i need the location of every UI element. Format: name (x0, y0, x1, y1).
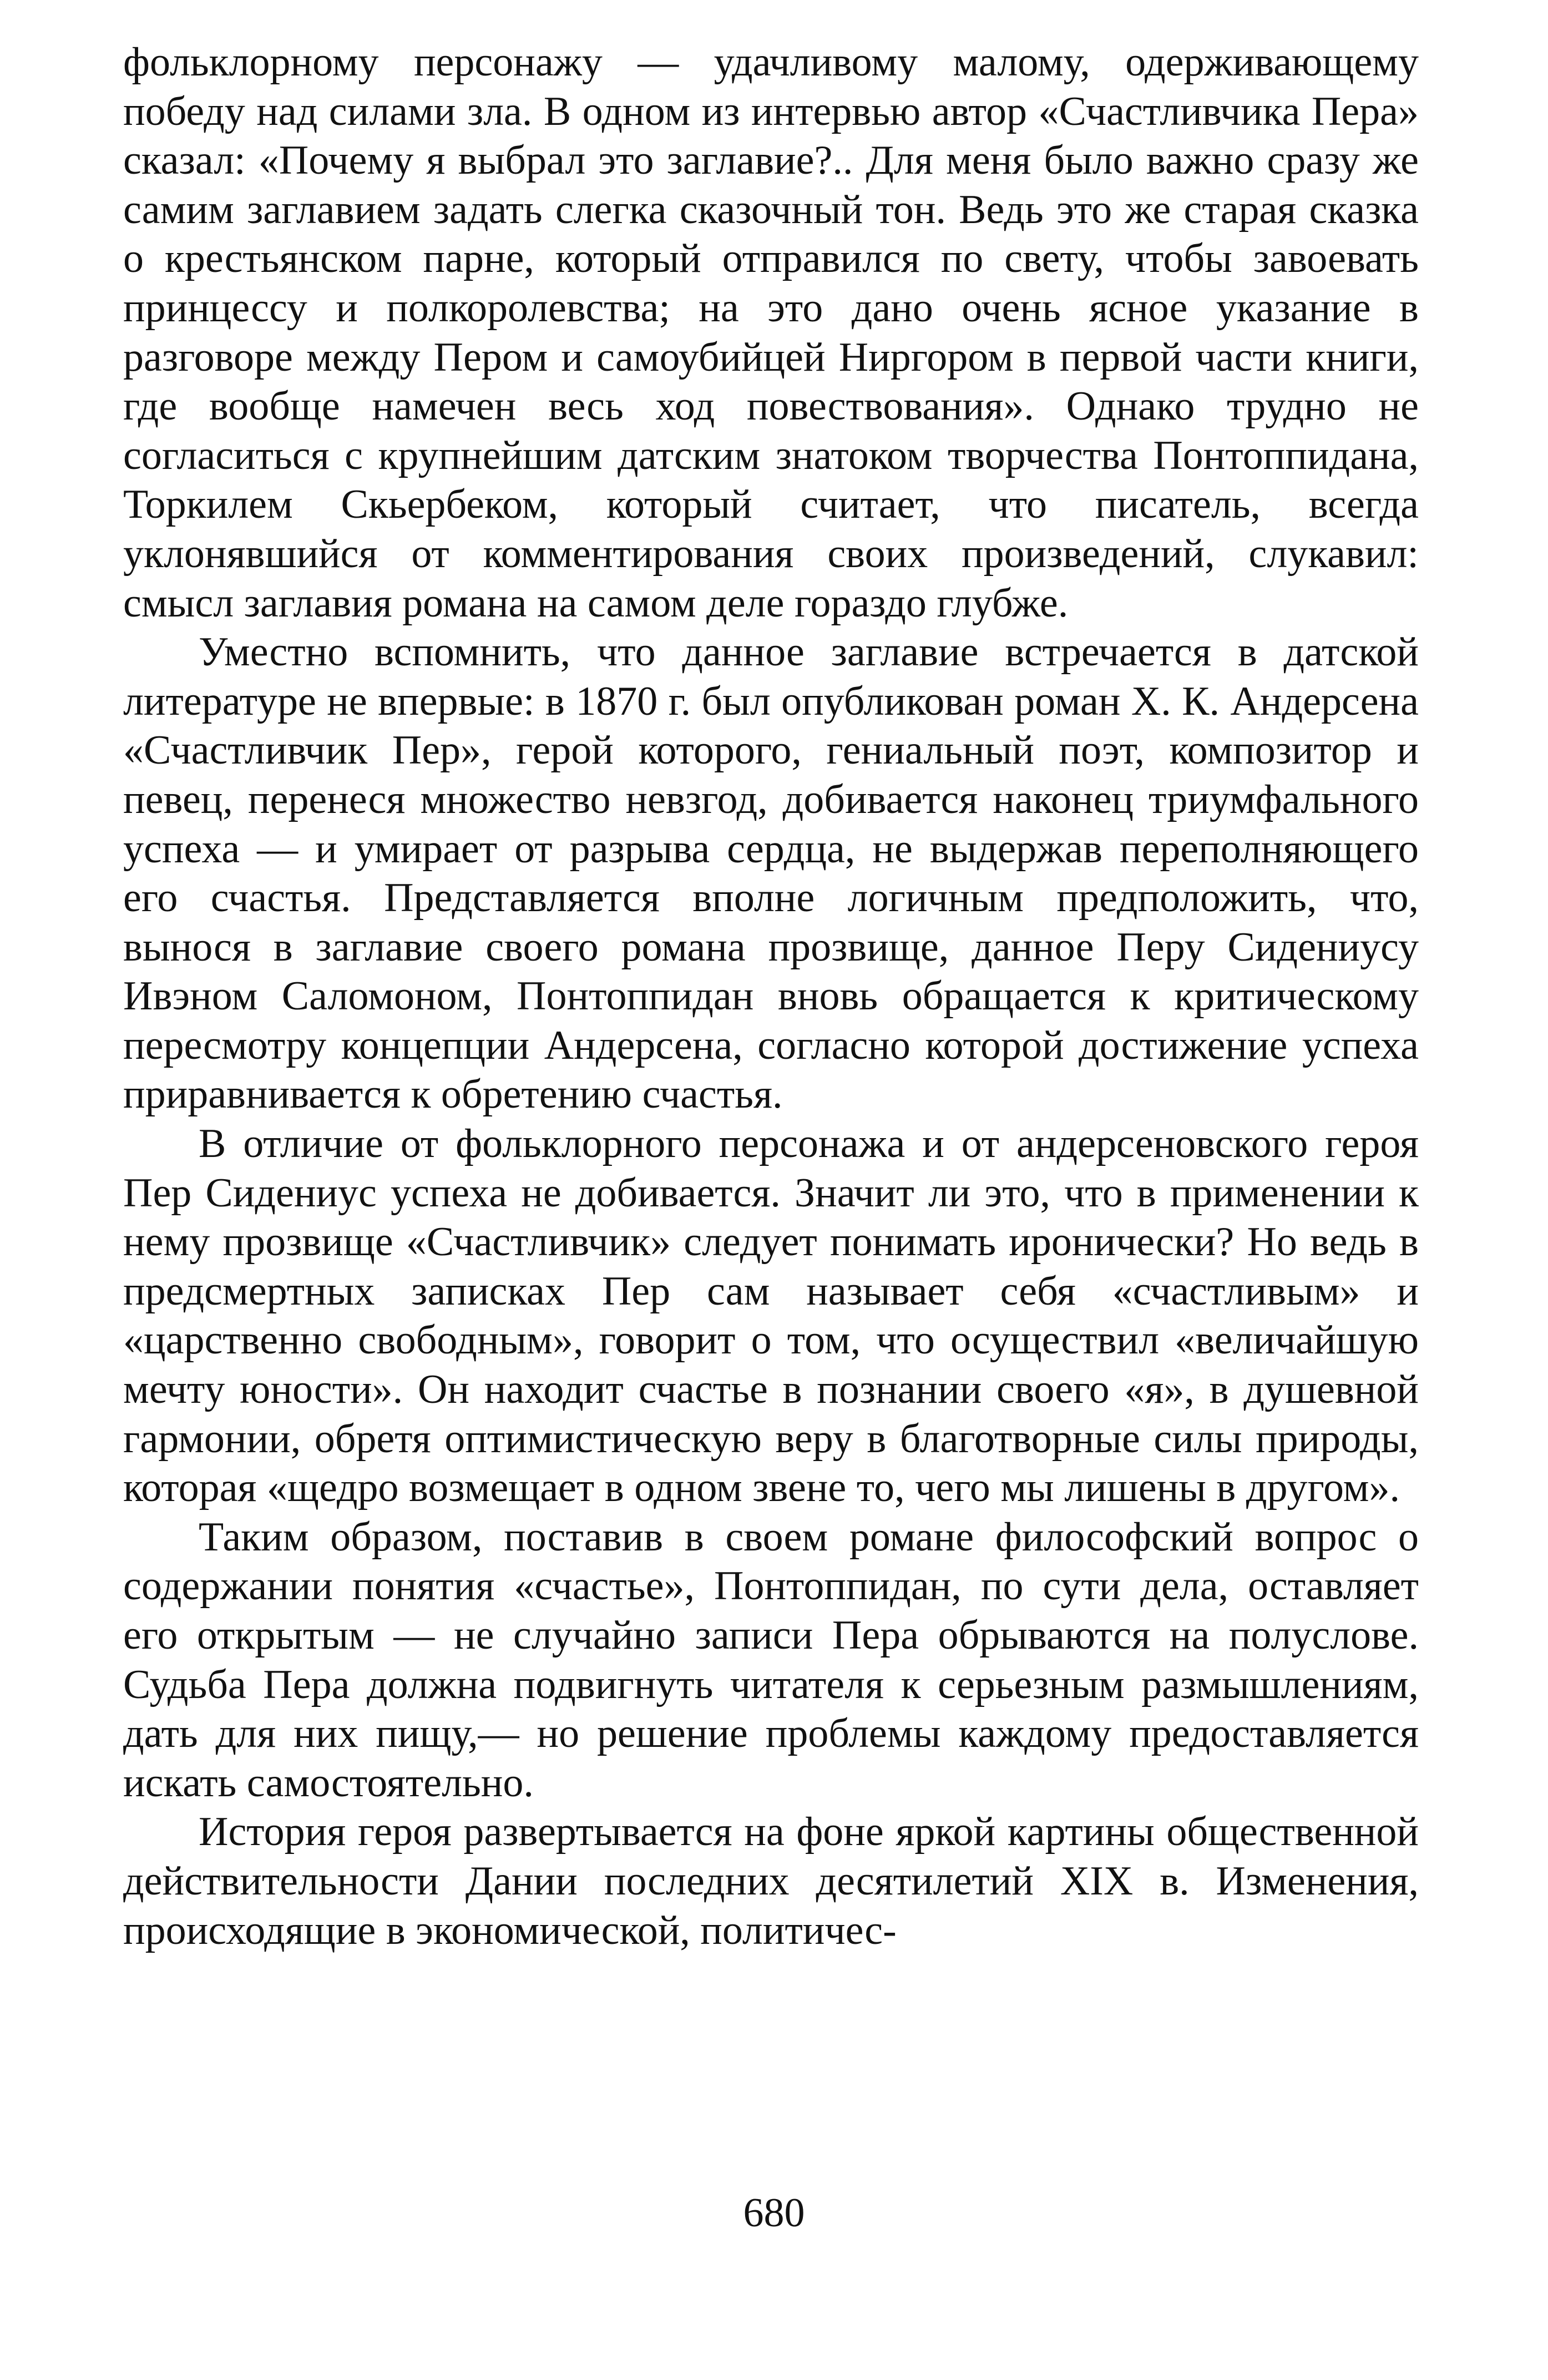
paragraph: Уместно вспомнить, что данное заглавие встречается в датской литературе не впервые: в 1870 г. был опубликован роман Х. К. Андерсена «Счастливчик Пер», герой которого, гениальный поэт, композитор и певец, перенеся множество невзгод, добивается наконец триумфального успеха — и умирает от разрыва сердца, не выдержав переполняющего его счастья. Представляется вполне логичным предположить, что, вынося в заглавие своего романа прозвище, данное Перу Сидениусу Ивэном Саломоном, Понтоппидан вновь обращается к критическому пересмотру концепции Андерсена, согласно которой достижение успеха приравнивается к обретению счастья. (123, 629, 1419, 1118)
paragraph: Таким образом, поставив в своем романе философский вопрос о содержании понятия «счастье», Понтоппидан, по сути дела, оставляет его открытым — не случайно записи Пера обрываются на полуслове. Судьба Пера должна подвигнуть читателя к серьезным размышлениям, дать для них пищу,— но решение проблемы каждому предоставляется искать самостоятельно. (123, 1514, 1419, 1806)
paragraph: фольклорному персонажу — удачливому малому, одерживающему победу над силами зла. В одном из интервью автор «Счастливчика Пера» сказал: «Почему я выбрал это заглавие?.. Для меня было важно сразу же самим заглавием задать слегка сказочный тон. Ведь это же старая сказка о крестьянском парне, который отправился по свету, чтобы завоевать принцессу и полкоролевства; на это дано очень ясное указание в разговоре между Пером и самоубийцей Ниргором в первой части книги, где вообще намечен весь ход повествования». Однако трудно не согласиться с крупнейшим датским знатоком творчества Понтоппидана, Торкилем Скьербеком, который считает, что писатель, всегда уклонявшийся от комментирования своих произведений, слукавил: смысл заглавия романа на самом деле гораздо глубже. (123, 39, 1419, 626)
paragraph: История героя развертывается на фоне яркой картины общественной действительности Дании последних десятилетий XIX в. Изменения, происходящие в экономической, политичес- (123, 1809, 1419, 1953)
document-page (123, 38, 1419, 1955)
paragraph: В отличие от фольклорного персонажа и от андерсеновского героя Пер Сидениус успеха не добивается. Значит ли это, что в применении к нему прозвище «Счастливчик» следует понимать иронически? Но ведь в предсмертных записках Пер сам называет себя «счастливым» и «царственно свободным», говорит о том, что осуществил «величайшую мечту юности». Он находит счастье в познании своего «я», в душевной гармонии, обретя оптимистическую веру в благотворные силы природы, которая «щедро возмещает в одном звене то, чего мы лишены в другом». (123, 1121, 1419, 1511)
page-number: 680 (743, 2190, 805, 2236)
